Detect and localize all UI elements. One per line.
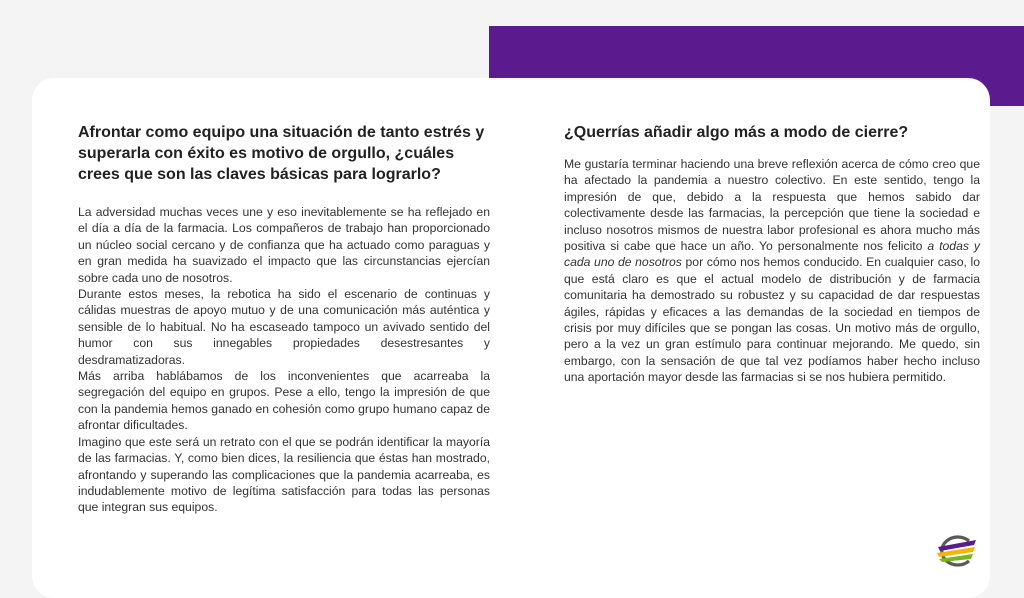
left-paragraph-1: La adversidad muchas veces une y eso inevitablemente se ha reflejado en el día a día de la farmacia. Los compañeros de trabajo han proporcionado un núcleo social cercano y de confianza que ha actuado como paraguas y en gran medida ha suavizado el impacto que las circunstancias ejercían sobre cada uno de nosotros. [78, 205, 490, 285]
content-card [32, 78, 990, 598]
left-paragraph-4: Imagino que este será un retrato con el que se podrán identificar la mayoría de las farmacias. Y, como bien dices, la resiliencia que éstas han mostrado, afrontando y superando las complicaciones que la pandemia acarreaba, es indudablemente motivo de legítima satisfacción para todas las personas que integran sus equipos. [78, 434, 490, 515]
right-column [564, 122, 980, 386]
right-paragraph [564, 156, 980, 386]
right-question-heading: ¿Querrías añadir algo más a modo de cierre? [564, 124, 909, 141]
right-text-part-1: Me gustaría terminar haciendo una breve reflexión acerca de cómo creo que ha afectado la pandemia a nuestro colectivo. En este sentido, tengo la impresión de que, debido a la respuesta que hemos sabido dar colectivamente desde las farmacias, la percepción que tiene la sociedad e incluso nosotros mismos de nuestra labor profesional es ahora mucho más positiva si cabe que hace un año. Yo personalmente nos felicito [564, 157, 980, 254]
left-question-heading: Afrontar como equipo una situación de tanto estrés y superarla con éxito es motivo de orgullo, ¿cuáles crees que son las claves básicas para lograrlo? [78, 124, 485, 183]
left-column [78, 122, 490, 516]
brand-logo-icon [936, 534, 976, 568]
right-text-italic: a todas y cada uno de nosotros [564, 239, 980, 270]
right-text-part-2: por cómo nos hemos conducido. En cualquier caso, lo que está claro es que el actual modelo de distribución y de farmacia comunitaria ha demostrado su robustez y su capacidad de dar respuestas ágiles, rápidas y eficaces a las demandas de la sociedad en tiempos de crisis por muy difíciles que se pongan las cosas. Un motivo más de orgullo, pero a la vez un gran estímulo para continuar mejorando. Me quedo, sin embargo, con la sensación de que tal vez podíamos haber hecho incluso una aportación mayor desde las farmacias si se nos hubiera permitido. [564, 255, 980, 385]
left-paragraph-3: Más arriba hablábamos de los inconvenientes que acarreaba la segregación del equipo en grupos. Pese a ello, tengo la impresión de que con la pandemia hemos ganado en cohesión como grupo humano capaz de afrontar dificultades. [78, 369, 490, 433]
left-paragraph-2: Durante estos meses, la rebotica ha sido el escenario de continuas y cálidas muestras de apoyo mutuo y de una comunicación más auténtica y sensible de lo habitual. No ha escaseado tampoco un avivado sentido del humor con sus innegables propiedades desestresantes y desdramatizadoras. [78, 287, 490, 367]
